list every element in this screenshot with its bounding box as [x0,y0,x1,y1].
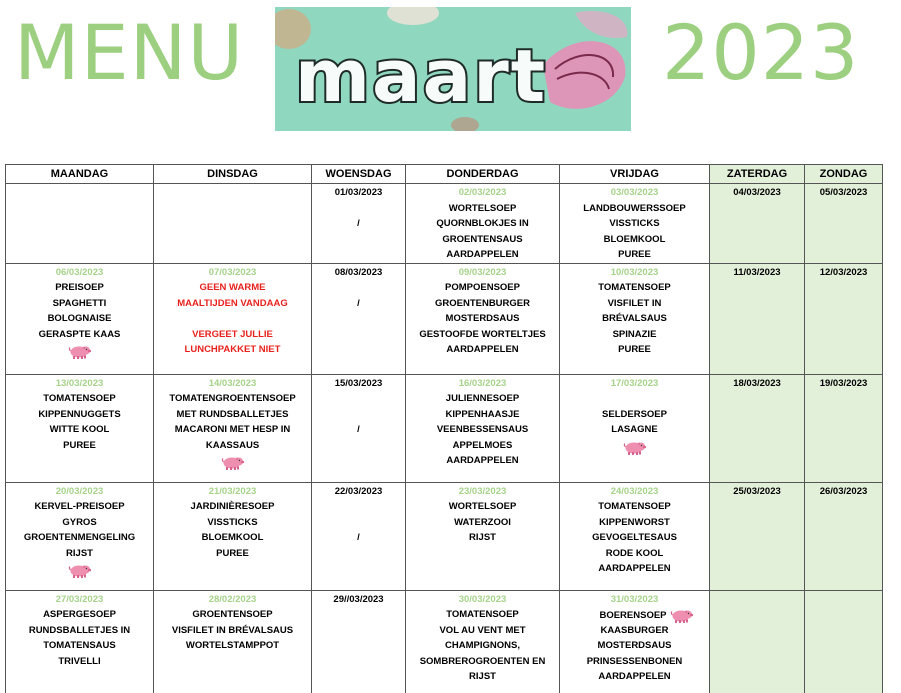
week-row [6,482,883,590]
day-cell [312,482,406,590]
menu-item-text: VISFILET IN [607,297,662,309]
day-cell [406,482,560,590]
menu-item-text: CHAMPIGNONS, [445,640,520,651]
line-spacer [312,499,405,515]
menu-item-text: BRÉVALSAUS [602,313,667,324]
menu-item-text: VERGEET JULLIE [192,328,273,340]
menu-item [6,391,153,407]
menu-item [6,546,153,562]
week-row [6,263,883,374]
pig-icon [670,607,694,624]
day-header-row [6,165,883,184]
menu-item [406,327,559,343]
menu-item [560,327,709,343]
menu-item-text: WITTE KOOL [49,424,110,435]
menu-item [406,201,559,217]
menu-item [560,530,709,546]
day-cell [312,374,406,482]
menu-item [406,623,559,639]
menu-item-text: RIJST [469,671,496,682]
menu-item-text: GROENTENBURGER [434,297,530,309]
day-cell [6,590,154,693]
day-cell [406,590,560,693]
pig-icon [221,454,245,471]
menu-item [560,422,709,438]
menu-item [560,407,709,423]
menu-item-text: JARDINIÈRESOEP [190,501,275,512]
menu-item [406,232,559,248]
menu-item [406,311,559,327]
day-cell [6,263,154,374]
cell-date: 07/03/2023 [208,266,257,278]
menu-item-text: LANDBOUWERSSOEP [583,202,686,214]
cell-date: 26/03/2023 [819,485,868,497]
day-cell [710,482,805,590]
menu-item-text: SELDERSOEP [602,408,667,420]
menu-item-text: QUORNBLOKJES IN [436,218,529,229]
menu-item-text: AARDAPPELEN [446,455,519,466]
day-cell [805,184,883,264]
menu-item-text: PREISOEP [55,282,104,293]
menu-item-text: KAASSAUS [205,439,260,451]
menu-item [406,515,559,531]
menu-item-text: VISFILET IN BRÉVALSAUS [171,624,294,636]
menu-item [154,296,311,312]
menu-table [5,164,883,693]
day-cell [6,374,154,482]
cell-date: 22/03/2023 [334,485,383,497]
menu-item [154,530,311,546]
menu-item-text: WORTELSOEP [448,501,517,512]
menu-item-text: TOMATENSOEP [446,609,519,620]
menu-item-text: KIPPENHAASJE [445,408,520,420]
menu-item-text: MET RUNDSBALLETJES [176,408,289,420]
menu-item-text: / [357,424,360,435]
day-cell [710,184,805,264]
menu-item [154,407,311,423]
day-cell [154,374,312,482]
menu-item-text: MOSTERDSAUS [597,640,672,651]
menu-item [154,515,311,531]
menu-item-text: AARDAPPELEN [598,671,671,682]
day-cell [560,184,710,264]
menu-item [584,607,709,623]
day-header-dinsdag: DINSDAG [154,165,312,184]
menu-item [6,296,153,312]
menu-item-text: SPINAZIE [612,328,657,340]
cell-date: 10/03/2023 [610,266,659,278]
day-cell [154,590,312,693]
day-cell [560,374,710,482]
menu-item-text: KAASBURGER [600,624,669,636]
menu-item-text: BOLOGNAISE [47,313,112,324]
menu-item-text: SOMBREROGROENTEN EN [419,655,546,667]
menu-item-text: TOMATENSOEP [598,501,671,512]
menu-item-text: RIJST [469,532,496,543]
day-cell [312,184,406,264]
pig-icon [68,562,92,579]
menu-item [406,280,559,296]
menu-item [6,638,153,654]
menu-item-text: GROENTENMENGELING [23,532,136,543]
menu-item-text: LASAGNE [611,424,658,435]
day-cell [312,590,406,693]
menu-item-text: / [357,297,360,309]
menu-item-text: AARDAPPELEN [598,563,671,574]
line-spacer [154,311,311,327]
menu-item [6,499,153,515]
menu-item-text: RUNDSBALLETJES IN [28,624,131,636]
day-cell [406,184,560,264]
menu-item-text: PRINSESSENBONEN [586,655,683,667]
day-cell [710,374,805,482]
menu-item [560,654,709,670]
menu-item-text: GESTOOFDE WORTELTJES [419,328,546,340]
cell-date: 06/03/2023 [55,266,104,278]
day-header-donderdag: DONDERDAG [406,165,560,184]
week-row [6,184,883,264]
menu-item [406,499,559,515]
menu-item [560,638,709,654]
menu-item-text: APPELMOES [452,439,513,451]
menu-item [560,247,709,263]
menu-item [406,607,559,623]
menu-item-text: MOSTERDSAUS [445,313,520,324]
menu-item-text: JULIENNESOEP [445,393,520,404]
menu-title: MENU [14,8,245,97]
menu-item-text: SPAGHETTI [52,297,107,309]
cell-date: 05/03/2023 [819,187,868,198]
menu-item [560,546,709,562]
cell-date: 03/03/2023 [610,187,659,198]
menu-item [406,247,559,263]
cell-date: 18/03/2023 [733,377,781,389]
menu-item-text: PUREE [216,547,249,559]
line-spacer [312,280,405,296]
cell-date: 25/03/2023 [733,485,781,497]
menu-item [154,342,311,358]
menu-item [560,342,709,358]
cell-date: 16/03/2023 [458,377,507,389]
pig-icon [623,439,647,456]
menu-item [560,311,709,327]
menu-item-text: PUREE [63,439,96,451]
menu-item-text: POMPOENSOEP [445,282,520,293]
cell-date: 04/03/2023 [733,187,781,198]
menu-item-text: KIPPENNUGGETS [38,408,121,420]
cell-date: 29//03/2023 [333,593,384,605]
menu-item-text: TOMATENSOEP [598,282,671,293]
menu-item [154,499,311,515]
menu-item-text: RIJST [66,547,93,559]
menu-item-text: VISSTICKS [609,218,660,229]
cell-date: 30/03/2023 [458,593,507,605]
menu-item [560,280,709,296]
cell-date: 20/03/2023 [55,485,104,497]
day-cell [154,184,312,264]
menu-item-text: KIPPENWORST [599,516,670,528]
day-header-maandag: MAANDAG [6,165,154,184]
day-cell [805,374,883,482]
line-spacer [312,407,405,423]
menu-item [406,438,559,454]
day-cell [805,263,883,374]
menu-item [154,638,311,654]
menu-item [406,216,559,232]
cell-date: 13/03/2023 [55,377,104,389]
menu-item [560,296,709,312]
menu-item [406,391,559,407]
menu-item [406,638,559,654]
cell-date: 17/03/2023 [610,377,659,389]
day-cell [710,590,805,693]
pig-icon [68,343,92,360]
menu-item [154,438,311,454]
cell-date: 23/03/2023 [458,485,507,497]
menu-item [312,216,405,232]
cell-date: 31/03/2023 [610,593,659,605]
day-header-woensdag: WOENSDAG [312,165,406,184]
day-header-vrijdag: VRIJDAG [560,165,710,184]
day-header-zaterdag: ZATERDAG [710,165,805,184]
menu-item [406,296,559,312]
week-row [6,590,883,693]
menu-item [312,530,405,546]
menu-item-text: VEENBESSENSAUS [436,424,529,435]
menu-item-text: GEVOGELTESAUS [592,532,677,543]
menu-item-text: MAALTIJDEN VANDAAG [177,297,288,309]
menu-item-text: TOMATENSAUS [43,640,116,651]
menu-item-text: PUREE [618,344,651,355]
menu-item-text: MACARONI MET HESP IN [174,424,291,435]
menu-item-text: WORTELSTAMPPOT [185,640,280,651]
day-cell [805,482,883,590]
menu-item [406,342,559,358]
day-cell [406,374,560,482]
menu-item-text: TRIVELLI [58,655,101,667]
cell-date: 01/03/2023 [334,187,383,198]
menu-item [6,515,153,531]
menu-item [406,654,559,670]
menu-item-text: WATERZOOI [454,516,511,528]
menu-item [6,438,153,454]
menu-item-text: GEEN WARME [199,282,266,293]
day-cell [805,590,883,693]
cell-date: 24/03/2023 [610,485,659,497]
menu-item-text: GROENTENSAUS [442,233,523,245]
cell-date: 19/03/2023 [819,377,868,389]
menu-item [6,280,153,296]
menu-item [6,530,153,546]
menu-item-text: / [357,532,360,543]
menu-item-text: LUNCHPAKKET NIET [184,344,281,355]
menu-item [560,515,709,531]
week-row [6,374,883,482]
menu-item [6,407,153,423]
day-cell [406,263,560,374]
line-spacer [312,515,405,531]
cell-date: 27/03/2023 [55,593,104,605]
day-cell [710,263,805,374]
menu-item [560,669,709,685]
menu-item-text: / [357,218,360,229]
menu-item [154,607,311,623]
menu-item [406,669,559,685]
menu-item-text: AARDAPPELEN [446,344,519,355]
menu-item [406,422,559,438]
menu-item [312,296,405,312]
line-spacer [312,201,405,217]
menu-item [6,607,153,623]
menu-item-text: TOMATENGROENTENSOEP [169,393,296,404]
menu-item [560,561,709,577]
menu-item [312,422,405,438]
cell-date: 11/03/2023 [733,266,781,278]
menu-item-text: VISSTICKS [207,516,258,528]
menu-item-text: GERASPTE KAAS [38,328,121,340]
menu-item [6,654,153,670]
menu-item [406,530,559,546]
day-cell [154,263,312,374]
menu-item [560,232,709,248]
menu-item [6,311,153,327]
menu-item [154,546,311,562]
cell-date: 08/03/2023 [334,266,383,278]
menu-item [6,623,153,639]
menu-item [6,422,153,438]
menu-item [154,391,311,407]
menu-item-text: GROENTENSOEP [192,609,273,620]
day-cell [560,590,710,693]
menu-item [560,201,709,217]
cell-date: 02/03/2023 [458,187,507,198]
day-cell [6,184,154,264]
menu-item [560,216,709,232]
line-spacer [312,391,405,407]
menu-item-text: KERVEL-PREISOEP [34,501,125,512]
menu-item-text: ASPERGESOEP [43,609,116,620]
menu-item [154,422,311,438]
menu-item-text: AARDAPPELEN [446,249,519,260]
menu-item-text: TOMATENSOEP [43,393,116,404]
banner-lettering: maart [295,34,548,118]
menu-item-text: GYROS [62,516,97,528]
day-cell [6,482,154,590]
menu-item-text: BLOEMKOOL [603,233,666,245]
cell-date: 09/03/2023 [458,266,507,278]
menu-item-text: BOERENSOEP [599,610,667,622]
menu-item [154,327,311,343]
menu-item [560,499,709,515]
cell-date: 12/03/2023 [819,266,868,278]
year-title: 2023 [662,8,860,97]
maart-banner [275,7,631,131]
cell-date: 14/03/2023 [208,377,257,389]
menu-item [560,623,709,639]
menu-item [406,453,559,469]
menu-item-text: PUREE [618,249,651,260]
menu-item [406,407,559,423]
menu-item-text: RODE KOOL [605,547,664,559]
line-spacer [560,391,709,407]
cell-date: 15/03/2023 [334,377,383,389]
day-cell [154,482,312,590]
menu-item [6,327,153,343]
day-cell [312,263,406,374]
menu-item-text: WORTELSOEP [448,202,517,214]
cell-date: 21/03/2023 [208,485,257,497]
menu-item [154,280,311,296]
menu-item-text: VOL AU VENT MET [439,624,526,636]
menu-item-text: BLOEMKOOL [201,532,264,543]
day-cell [560,263,710,374]
cell-date: 28/02/2023 [208,593,257,605]
day-cell [560,482,710,590]
day-header-zondag: ZONDAG [805,165,883,184]
menu-item [154,623,311,639]
